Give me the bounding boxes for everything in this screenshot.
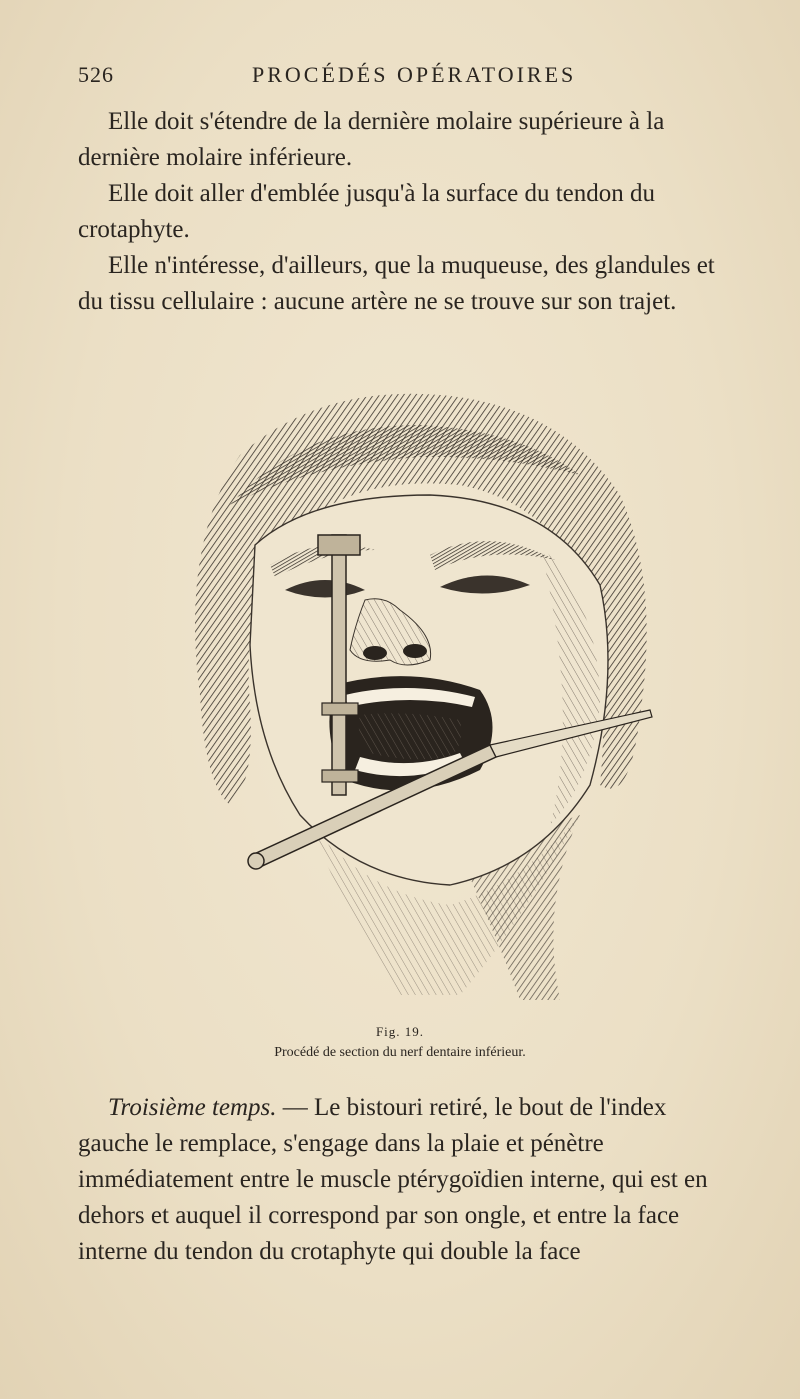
running-title: PROCÉDÉS OPÉRATOIRES: [252, 62, 577, 87]
figure-label: Fig. 19.: [375, 1024, 425, 1039]
figure-caption: Procédé de section du nerf dentaire inférieur.: [274, 1045, 526, 1060]
paragraph-1: Elle doit s'étendre de la dernière molaire supérieure à la dernière molaire inférieure.: [78, 108, 665, 171]
paragraph-3: Elle n'intéresse, d'ailleurs, que la muqueuse, des glandules et du tissu cellulaire : aucune artère ne se trouve sur son trajet.: [78, 252, 715, 315]
section-paragraph: [78, 1090, 742, 1270]
engraving-illustration: [160, 385, 680, 1005]
page-number: 526: [78, 62, 114, 87]
section-title: Troisième temps.: [108, 1094, 277, 1121]
page-header: [78, 62, 738, 92]
section-text: — Le bistouri retiré, le bout de l'index gauche le remplace, s'engage dans la plaie et pénètre immédiatement entre le muscle ptérygoïdien interne, qui est en dehors et auquel il correspond par son ongle, et entre la face interne du tendon du crotaphyte qui double la face: [78, 1094, 708, 1265]
paragraph-2: Elle doit aller d'emblée jusqu'à la surface du tendon du crotaphyte.: [78, 180, 656, 243]
